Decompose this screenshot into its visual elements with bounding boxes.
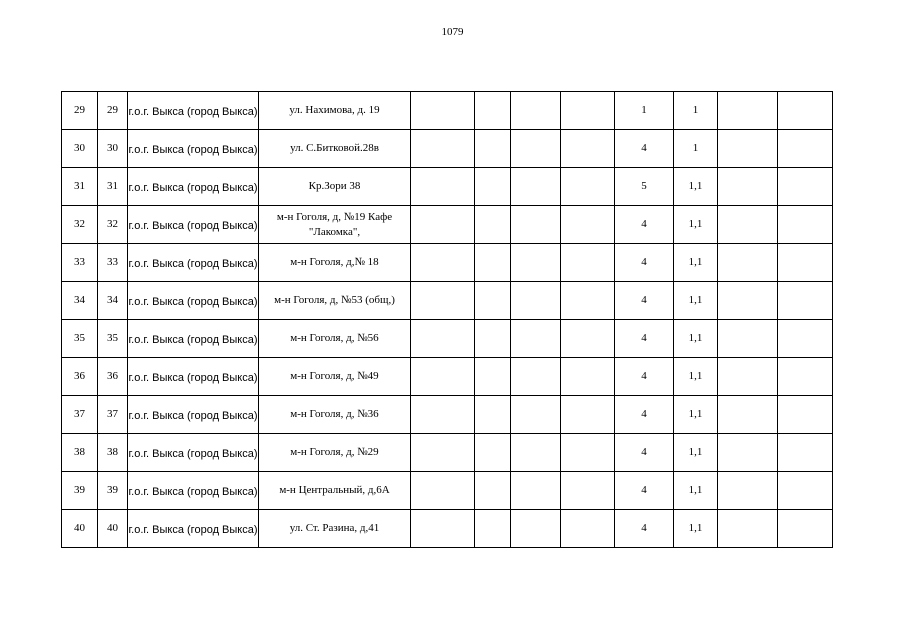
empty-cell (778, 244, 833, 282)
empty-cell (561, 244, 615, 282)
row-index-cell: 36 (98, 358, 128, 396)
empty-cell (718, 92, 778, 130)
empty-cell (561, 396, 615, 434)
empty-cell (475, 358, 511, 396)
empty-cell (511, 510, 561, 548)
settlement-cell: г.о.г. Выкса (город Выкса) (128, 510, 259, 548)
empty-cell (561, 282, 615, 320)
empty-cell (561, 92, 615, 130)
empty-cell (475, 320, 511, 358)
empty-cell (511, 320, 561, 358)
empty-cell (475, 434, 511, 472)
settlement-cell: г.о.г. Выкса (город Выкса) (128, 396, 259, 434)
empty-cell (718, 130, 778, 168)
settlement-cell: г.о.г. Выкса (город Выкса) (128, 358, 259, 396)
empty-cell (511, 130, 561, 168)
empty-cell (411, 320, 475, 358)
empty-cell (411, 244, 475, 282)
row-number-cell: 37 (62, 396, 98, 434)
row-number-cell: 29 (62, 92, 98, 130)
empty-cell (778, 206, 833, 244)
row-index-cell: 31 (98, 168, 128, 206)
empty-cell (718, 320, 778, 358)
row-index-cell: 30 (98, 130, 128, 168)
empty-cell (475, 396, 511, 434)
empty-cell (718, 168, 778, 206)
row-number-cell: 39 (62, 472, 98, 510)
empty-cell (475, 510, 511, 548)
settlement-cell: г.о.г. Выкса (город Выкса) (128, 92, 259, 130)
container-volume-cell: 1,1 (674, 434, 718, 472)
table-body (62, 92, 833, 548)
empty-cell (561, 168, 615, 206)
empty-cell (718, 244, 778, 282)
container-volume-cell: 1,1 (674, 510, 718, 548)
page-number: 1079 (441, 26, 464, 38)
container-volume-cell: 1,1 (674, 282, 718, 320)
empty-cell (561, 472, 615, 510)
container-count-cell: 4 (615, 510, 674, 548)
address-cell: ул. С.Битковой.28в (259, 130, 411, 168)
registry-table (61, 91, 833, 548)
row-index-cell: 37 (98, 396, 128, 434)
table-row (62, 130, 833, 168)
empty-cell (475, 168, 511, 206)
empty-cell (411, 130, 475, 168)
settlement-cell: г.о.г. Выкса (город Выкса) (128, 168, 259, 206)
empty-cell (561, 510, 615, 548)
address-cell: м-н Гоголя, д, №53 (общ,) (259, 282, 411, 320)
empty-cell (511, 472, 561, 510)
empty-cell (475, 282, 511, 320)
address-cell: Кр.Зори 38 (259, 168, 411, 206)
row-index-cell: 34 (98, 282, 128, 320)
container-count-cell: 4 (615, 244, 674, 282)
container-volume-cell: 1,1 (674, 396, 718, 434)
empty-cell (718, 434, 778, 472)
empty-cell (718, 282, 778, 320)
empty-cell (778, 282, 833, 320)
address-cell: м-н Гоголя, д, №36 (259, 396, 411, 434)
table-row (62, 358, 833, 396)
container-count-cell: 1 (615, 92, 674, 130)
container-volume-cell: 1,1 (674, 472, 718, 510)
row-number-cell: 34 (62, 282, 98, 320)
empty-cell (778, 320, 833, 358)
empty-cell (778, 434, 833, 472)
address-cell: м-н Гоголя, д, №49 (259, 358, 411, 396)
table-row (62, 168, 833, 206)
empty-cell (511, 168, 561, 206)
settlement-cell: г.о.г. Выкса (город Выкса) (128, 434, 259, 472)
empty-cell (718, 396, 778, 434)
row-index-cell: 33 (98, 244, 128, 282)
address-cell: м-н Гоголя, д, №29 (259, 434, 411, 472)
empty-cell (718, 472, 778, 510)
empty-cell (778, 396, 833, 434)
empty-cell (511, 92, 561, 130)
row-number-cell: 31 (62, 168, 98, 206)
empty-cell (411, 396, 475, 434)
row-number-cell: 38 (62, 434, 98, 472)
table-row (62, 510, 833, 548)
empty-cell (511, 206, 561, 244)
empty-cell (511, 358, 561, 396)
empty-cell (561, 206, 615, 244)
empty-cell (475, 92, 511, 130)
settlement-cell: г.о.г. Выкса (город Выкса) (128, 130, 259, 168)
empty-cell (475, 244, 511, 282)
container-count-cell: 4 (615, 206, 674, 244)
table-row (62, 244, 833, 282)
empty-cell (778, 358, 833, 396)
empty-cell (411, 434, 475, 472)
empty-cell (718, 510, 778, 548)
empty-cell (411, 358, 475, 396)
address-cell: м-н Центральный, д,6А (259, 472, 411, 510)
settlement-cell: г.о.г. Выкса (город Выкса) (128, 282, 259, 320)
container-count-cell: 4 (615, 358, 674, 396)
empty-cell (561, 320, 615, 358)
empty-cell (411, 168, 475, 206)
address-cell: ул. Нахимова, д. 19 (259, 92, 411, 130)
table-row (62, 92, 833, 130)
empty-cell (778, 130, 833, 168)
empty-cell (475, 130, 511, 168)
settlement-cell: г.о.г. Выкса (город Выкса) (128, 472, 259, 510)
table-row (62, 472, 833, 510)
empty-cell (511, 396, 561, 434)
row-index-cell: 29 (98, 92, 128, 130)
row-number-cell: 33 (62, 244, 98, 282)
container-count-cell: 4 (615, 396, 674, 434)
row-index-cell: 39 (98, 472, 128, 510)
empty-cell (561, 130, 615, 168)
address-cell: м-н Гоголя, д, №56 (259, 320, 411, 358)
table-row (62, 434, 833, 472)
container-volume-cell: 1 (674, 130, 718, 168)
empty-cell (718, 358, 778, 396)
settlement-cell: г.о.г. Выкса (город Выкса) (128, 244, 259, 282)
empty-cell (411, 282, 475, 320)
empty-cell (778, 168, 833, 206)
container-count-cell: 4 (615, 130, 674, 168)
address-cell: м-н Гоголя, д,№ 18 (259, 244, 411, 282)
container-count-cell: 4 (615, 434, 674, 472)
container-volume-cell: 1,1 (674, 168, 718, 206)
empty-cell (718, 206, 778, 244)
empty-cell (778, 510, 833, 548)
row-index-cell: 38 (98, 434, 128, 472)
empty-cell (411, 206, 475, 244)
row-index-cell: 40 (98, 510, 128, 548)
container-volume-cell: 1 (674, 92, 718, 130)
empty-cell (511, 282, 561, 320)
settlement-cell: г.о.г. Выкса (город Выкса) (128, 206, 259, 244)
empty-cell (475, 472, 511, 510)
container-count-cell: 4 (615, 320, 674, 358)
row-number-cell: 32 (62, 206, 98, 244)
empty-cell (411, 472, 475, 510)
container-count-cell: 4 (615, 282, 674, 320)
row-index-cell: 35 (98, 320, 128, 358)
empty-cell (411, 510, 475, 548)
table-row (62, 282, 833, 320)
container-volume-cell: 1,1 (674, 358, 718, 396)
container-volume-cell: 1,1 (674, 320, 718, 358)
empty-cell (778, 92, 833, 130)
container-volume-cell: 1,1 (674, 244, 718, 282)
address-cell: ул. Ст. Разина, д,41 (259, 510, 411, 548)
container-count-cell: 5 (615, 168, 674, 206)
empty-cell (475, 206, 511, 244)
row-number-cell: 36 (62, 358, 98, 396)
row-number-cell: 30 (62, 130, 98, 168)
address-cell: м-н Гоголя, д, №19 Кафе "Лакомка", (259, 206, 411, 244)
row-number-cell: 35 (62, 320, 98, 358)
container-count-cell: 4 (615, 472, 674, 510)
row-index-cell: 32 (98, 206, 128, 244)
container-volume-cell: 1,1 (674, 206, 718, 244)
empty-cell (561, 434, 615, 472)
empty-cell (561, 358, 615, 396)
table-row (62, 206, 833, 244)
table-row (62, 320, 833, 358)
row-number-cell: 40 (62, 510, 98, 548)
empty-cell (411, 92, 475, 130)
table-row (62, 396, 833, 434)
settlement-cell: г.о.г. Выкса (город Выкса) (128, 320, 259, 358)
empty-cell (511, 244, 561, 282)
empty-cell (778, 472, 833, 510)
empty-cell (511, 434, 561, 472)
